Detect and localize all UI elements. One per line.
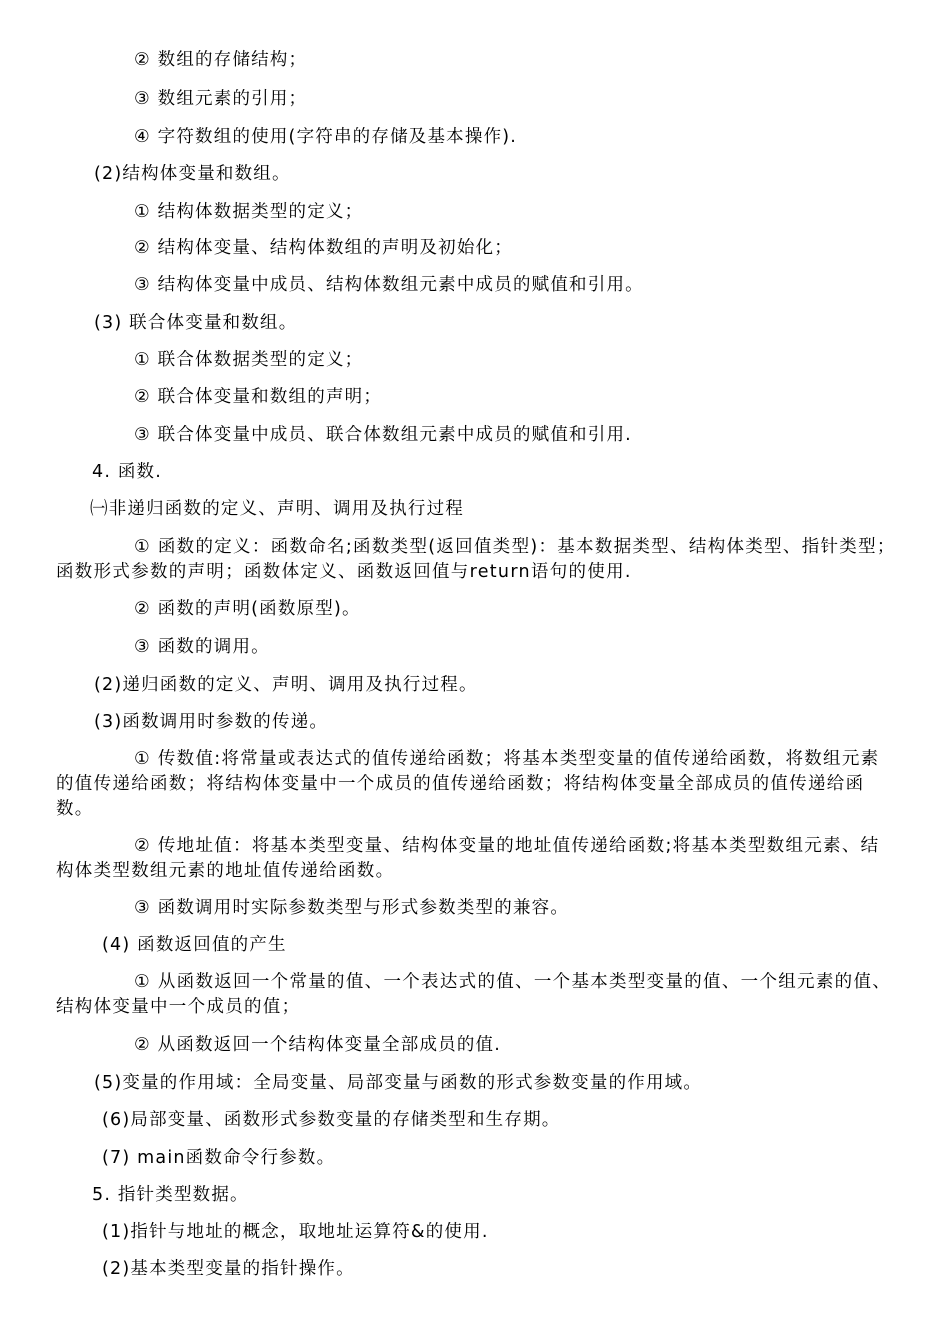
text-line: ③ 联合体变量中成员、联合体数组元素中成员的赋值和引用. (134, 425, 632, 445)
text-paragraph: ① 从函数返回一个常量的值、一个表达式的值、一个基本类型变量的值、一个组元素的值、结构体变量中一个成员的值； (56, 972, 892, 1017)
text-line: (7) main函数命令行参数。 (102, 1148, 336, 1168)
text-line: (6)局部变量、函数形式参数变量的存储类型和生存期。 (102, 1110, 561, 1130)
text-line: ㈠非递归函数的定义、声明、调用及执行过程 (90, 499, 464, 519)
text-line: ② 从函数返回一个结构体变量全部成员的值. (134, 1035, 502, 1055)
text-line: ② 联合体变量和数组的声明； (134, 387, 383, 407)
text-line: (2)递归函数的定义、声明、调用及执行过程。 (94, 675, 478, 695)
text-line: (2)结构体变量和数组。 (94, 164, 291, 184)
section-heading: 4. 函数. (92, 462, 163, 482)
text-line: ④ 字符数组的使用(字符串的存储及基本操作). (134, 127, 518, 147)
text-line: (1)指针与地址的概念，取地址运算符&的使用. (102, 1222, 489, 1242)
text-line: ③ 函数调用时实际参数类型与形式参数类型的兼容。 (134, 898, 570, 918)
text-paragraph: ② 传地址值：将基本类型变量、结构体变量的地址值传递给函数;将基本类型数组元素、结构体类型数组元素的地址值传递给函数。 (56, 836, 880, 881)
text-line: (3) 联合体变量和数组。 (94, 313, 298, 333)
text-paragraph: ① 传数值:将常量或表达式的值传递给函数；将基本类型变量的值传递给函数，将数组元素的值传递给函数；将结构体变量中一个成员的值传递给函数；将结构体变量全部成员的值传递给函数。 (56, 749, 880, 819)
text-line: ② 函数的声明(函数原型)。 (134, 599, 361, 619)
text-line: (5)变量的作用域：全局变量、局部变量与函数的形式参数变量的作用域。 (94, 1073, 703, 1093)
text-line: ① 联合体数据类型的定义； (134, 350, 364, 370)
text-line: ① 结构体数据类型的定义； (134, 202, 364, 222)
text-line: (3)函数调用时参数的传递。 (94, 712, 329, 732)
text-line: ③ 结构体变量中成员、结构体数组元素中成员的赋值和引用。 (134, 275, 644, 295)
text-line: ② 数组的存储结构； (134, 50, 308, 70)
section-heading: 5. 指针类型数据。 (92, 1185, 249, 1205)
text-line: (4) 函数返回值的产生 (102, 935, 287, 955)
text-line: (2)基本类型变量的指针操作。 (102, 1259, 355, 1279)
text-paragraph: ① 函数的定义：函数命名;函数类型(返回值类型)：基本数据类型、结构体类型、指针类型；函数形式参数的声明；函数体定义、函数返回值与return语句的使用. (56, 537, 896, 582)
text-line: ② 结构体变量、结构体数组的声明及初始化； (134, 238, 513, 258)
text-line: ③ 函数的调用。 (134, 637, 270, 657)
text-line: ③ 数组元素的引用； (134, 89, 308, 109)
